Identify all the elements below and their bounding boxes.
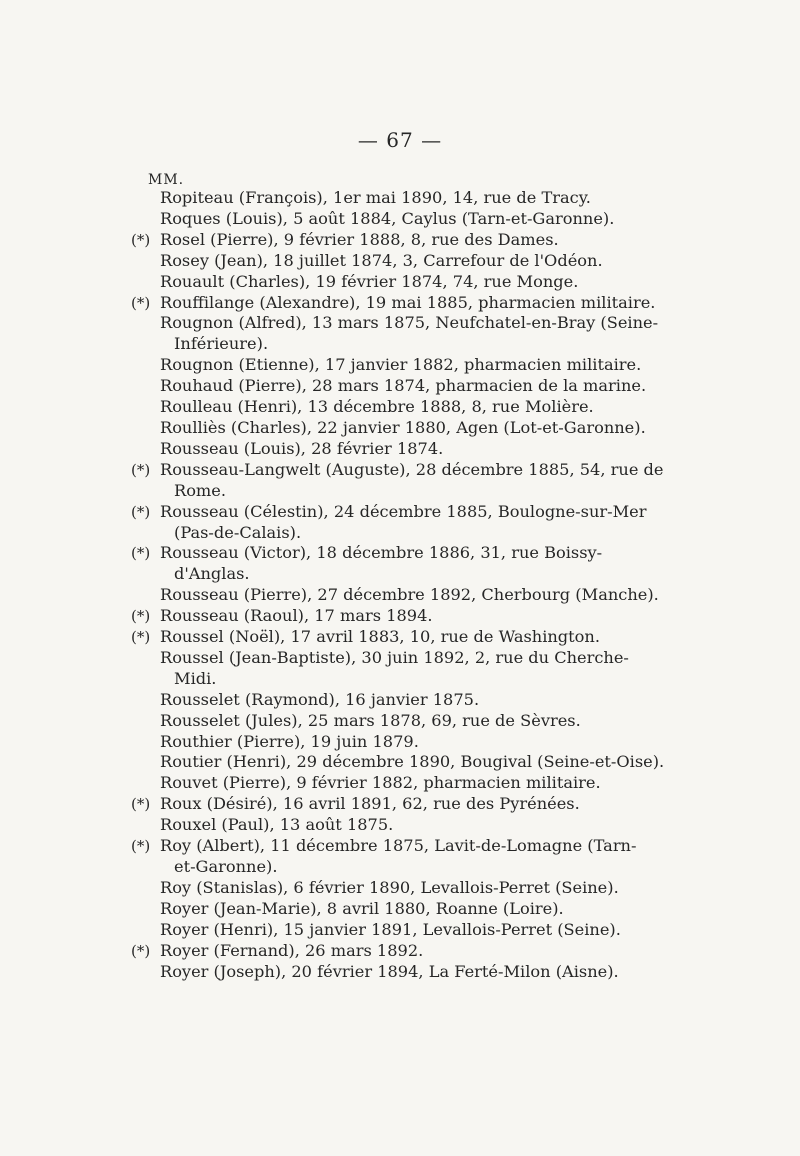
list-item — [0, 732, 656, 753]
entry-line: Rouhaud (Pierre), 28 mars 1874, pharmacien de la marine. — [160, 376, 647, 396]
list-item — [0, 899, 656, 920]
asterisk-marker: (*) — [131, 230, 151, 249]
entry-line: Rousseau (Louis), 28 février 1874. — [160, 438, 444, 458]
entry-line: Rouffilange (Alexandre), 19 mai 1885, pharmacien militaire. — [160, 292, 656, 312]
asterisk-marker: (*) — [131, 837, 151, 856]
entry-continuation-line: (Pas-de-Calais). — [174, 522, 302, 542]
entry-continuation-line: Rome. — [174, 480, 227, 500]
entry-line: Rougnon (Etienne), 17 janvier 1882, pharmacien militaire. — [160, 355, 642, 375]
list-item — [0, 459, 664, 502]
list-item — [0, 962, 656, 983]
list-item — [0, 188, 656, 209]
asterisk-marker: (*) — [131, 460, 151, 479]
list-item — [0, 606, 656, 627]
list-item — [0, 752, 665, 773]
asterisk-marker: (*) — [131, 502, 151, 521]
list-item — [0, 418, 656, 439]
entry-continuation-line: d'Anglas. — [174, 564, 250, 584]
list-item — [0, 251, 656, 272]
entry-line: Rosel (Pierre), 9 février 1888, 8, rue des Dames. — [160, 229, 559, 249]
entry-line: Roux (Désiré), 16 avril 1891, 62, rue des Pyrénées. — [160, 794, 580, 814]
entry-line: Royer (Fernand), 26 mars 1892. — [160, 940, 424, 960]
list-item — [0, 711, 656, 732]
entry-line: Routhier (Pierre), 19 juin 1879. — [160, 731, 419, 751]
list-item — [0, 627, 656, 648]
entry-line: Rouault (Charles), 19 février 1874, 74, rue Monge. — [160, 271, 579, 291]
page-number: — 67 — — [357, 128, 443, 152]
entry-line: Roy (Albert), 11 décembre 1875, Lavit-de-Lomagne (Tarn- — [160, 836, 637, 856]
list-item — [0, 397, 656, 418]
entry-line: Rousseau (Raoul), 17 mars 1894. — [160, 606, 433, 626]
list-item — [0, 293, 656, 314]
asterisk-marker: (*) — [131, 544, 151, 563]
entry-line: Roulleau (Henri), 13 décembre 1888, 8, rue Molière. — [160, 397, 594, 417]
entry-line: Rougnon (Alfred), 13 mars 1875, Neufchatel-en-Bray (Seine- — [160, 313, 659, 333]
salutation: MM. — [148, 172, 185, 188]
list-item — [0, 502, 656, 544]
asterisk-marker: (*) — [131, 628, 151, 647]
entry-line: Roques (Louis), 5 août 1884, Caylus (Tarn-et-Garonne). — [160, 208, 615, 228]
list-item — [0, 941, 656, 962]
entry-line: Roy (Stanislas), 6 février 1890, Levallois-Perret (Seine). — [160, 877, 619, 897]
entry-line: Rousseau (Victor), 18 décembre 1886, 31, rue Boissy- — [160, 543, 603, 563]
list-item — [0, 313, 659, 355]
entry-line: Royer (Henri), 15 janvier 1891, Levallois-Perret (Seine). — [160, 919, 621, 939]
list-item — [0, 690, 656, 711]
asterisk-marker: (*) — [131, 293, 151, 312]
list-item — [0, 543, 656, 585]
entry-line: Rousseau (Célestin), 24 décembre 1885, Boulogne-sur-Mer — [160, 501, 647, 521]
entry-line: Rouxel (Paul), 13 août 1875. — [160, 815, 394, 835]
entry-list — [0, 188, 800, 982]
entry-line: Rousselet (Jules), 25 mars 1878, 69, rue de Sèvres. — [160, 710, 581, 730]
list-item — [0, 355, 656, 376]
entry-line: Roussel (Jean-Baptiste), 30 juin 1892, 2, rue du Cherche- — [160, 647, 629, 667]
entry-line: Rosey (Jean), 18 juillet 1874, 3, Carrefour de l'Odéon. — [160, 250, 603, 270]
list-item — [0, 836, 656, 878]
entry-line: Royer (Joseph), 20 février 1894, La Ferté-Milon (Aisne). — [160, 961, 619, 981]
entry-line: Royer (Jean-Marie), 8 avril 1880, Roanne (Loire). — [160, 898, 564, 918]
list-item — [0, 272, 656, 293]
list-item — [0, 376, 656, 397]
entry-line: Roussel (Noël), 17 avril 1883, 10, rue de Washington. — [160, 627, 600, 647]
entry-line: Rousselet (Raymond), 16 janvier 1875. — [160, 689, 480, 709]
list-item — [0, 794, 656, 815]
list-item — [0, 815, 656, 836]
list-item — [0, 920, 656, 941]
entry-line: Routier (Henri), 29 décembre 1890, Bougival (Seine-et-Oise). — [160, 752, 665, 772]
asterisk-marker: (*) — [131, 795, 151, 814]
list-item — [0, 773, 656, 794]
list-item — [0, 585, 659, 606]
entry-line: Roulliès (Charles), 22 janvier 1880, Agen (Lot-et-Garonne). — [160, 417, 646, 437]
entry-continuation-line: Midi. — [174, 668, 217, 688]
asterisk-marker: (*) — [131, 941, 151, 960]
list-item — [0, 878, 656, 899]
entry-line: Rousseau (Pierre), 27 décembre 1892, Cherbourg (Manche). — [160, 585, 659, 605]
list-item — [0, 209, 656, 230]
entry-line: Rouvet (Pierre), 9 février 1882, pharmacien militaire. — [160, 773, 601, 793]
entry-continuation-line: Inférieure). — [174, 334, 269, 354]
list-item — [0, 648, 656, 690]
asterisk-marker: (*) — [131, 607, 151, 626]
list-item — [0, 439, 656, 460]
entry-line: Ropiteau (François), 1er mai 1890, 14, rue de Tracy. — [160, 188, 591, 207]
entry-continuation-line: et-Garonne). — [174, 857, 278, 876]
entry-line: Rousseau-Langwelt (Auguste), 28 décembre 1885, 54, rue de — [160, 459, 664, 479]
list-item — [0, 230, 656, 251]
